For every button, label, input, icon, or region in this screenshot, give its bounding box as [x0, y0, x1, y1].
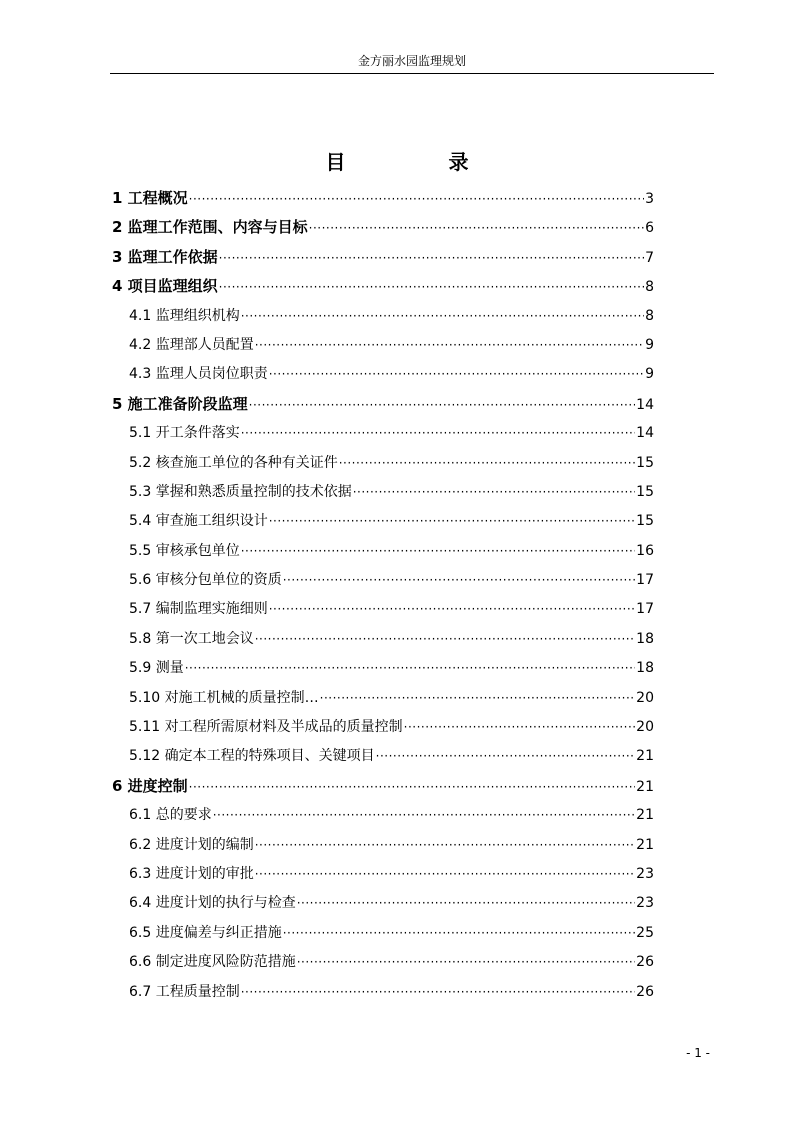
toc-entry-label: 5.10 对施工机械的质量控制… [129, 689, 319, 706]
table-of-contents [112, 184, 654, 1007]
toc-entry-page: 9 [645, 366, 654, 383]
toc-section-entry[interactable] [112, 889, 654, 918]
toc-section-entry[interactable] [112, 860, 654, 889]
toc-section-entry[interactable] [112, 742, 654, 771]
toc-entry-page: 21 [636, 748, 654, 765]
toc-entry-page: 14 [636, 425, 654, 442]
toc-dot-leader [320, 684, 636, 713]
toc-section-entry[interactable] [112, 713, 654, 742]
toc-chapter-entry[interactable] [112, 772, 654, 801]
toc-dot-leader [249, 391, 636, 419]
toc-entry-label: 5.3 掌握和熟悉质量控制的技术依据 [129, 483, 352, 500]
toc-section-entry[interactable] [112, 331, 654, 360]
toc-dot-leader [283, 566, 635, 595]
toc-entry-label: 4 项目监理组织 [112, 277, 218, 296]
toc-entry-page: 6 [645, 220, 654, 237]
toc-section-entry[interactable] [112, 948, 654, 977]
toc-dot-leader [241, 419, 635, 448]
toc-entry-label: 5.8 第一次工地会议 [129, 630, 254, 647]
toc-entry-label: 5.4 审查施工组织设计 [129, 513, 268, 530]
toc-entry-label: 6.3 进度计划的审批 [129, 865, 254, 882]
toc-dot-leader [241, 978, 635, 1007]
toc-entry-label: 6.7 工程质量控制 [129, 983, 240, 1000]
toc-dot-leader [185, 654, 635, 683]
toc-section-entry[interactable] [112, 302, 654, 331]
toc-entry-label: 4.2 监理部人员配置 [129, 336, 254, 353]
toc-dot-leader [353, 478, 635, 507]
toc-section-entry[interactable] [112, 478, 654, 507]
toc-chapter-entry[interactable] [112, 213, 654, 242]
toc-entry-page: 15 [636, 483, 654, 500]
toc-entry-label: 6.6 制定进度风险防范措施 [129, 954, 296, 971]
toc-entry-label: 5.12 确定本工程的特殊项目、关键项目 [129, 748, 375, 765]
toc-entry-label: 6.5 进度偏差与纠正措施 [129, 924, 282, 941]
toc-entry-page: 26 [636, 983, 654, 1000]
toc-dot-leader [297, 948, 635, 977]
toc-entry-label: 6.1 总的要求 [129, 807, 212, 824]
toc-entry-label: 6.4 进度计划的执行与检查 [129, 895, 296, 912]
toc-entry-page: 21 [636, 778, 654, 795]
toc-entry-page: 23 [636, 895, 654, 912]
toc-entry-page: 21 [636, 807, 654, 824]
toc-dot-leader [255, 331, 644, 360]
toc-entry-page: 18 [636, 660, 654, 677]
toc-dot-leader [241, 537, 635, 566]
header-divider [110, 73, 714, 74]
toc-entry-page: 3 [645, 191, 654, 207]
toc-entry-page: 26 [636, 954, 654, 971]
toc-section-entry[interactable] [112, 919, 654, 948]
toc-entry-label: 6.2 进度计划的编制 [129, 836, 254, 853]
toc-section-entry[interactable] [112, 801, 654, 830]
toc-entry-page: 15 [636, 513, 654, 530]
toc-entry-label: 6 进度控制 [112, 776, 188, 795]
toc-entry-label: 5.5 审核承包单位 [129, 542, 240, 559]
toc-section-entry[interactable] [112, 978, 654, 1007]
toc-entry-page: 18 [636, 630, 654, 647]
toc-entry-page: 16 [636, 542, 654, 559]
toc-dot-leader [241, 302, 644, 331]
toc-entry-label: 4.3 监理人员岗位职责 [129, 366, 268, 383]
toc-entry-page: 15 [636, 454, 654, 471]
toc-entry-page: 7 [645, 249, 654, 266]
toc-entry-label: 2 监理工作范围、内容与目标 [112, 218, 308, 237]
toc-section-entry[interactable] [112, 449, 654, 478]
toc-chapter-entry[interactable] [112, 390, 654, 419]
toc-section-entry[interactable] [112, 654, 654, 683]
running-header: 金方丽水园监理规划 [357, 54, 466, 68]
toc-dot-leader [376, 742, 636, 771]
toc-section-entry[interactable] [112, 595, 654, 624]
toc-entry-page: 23 [636, 865, 654, 882]
toc-chapter-entry[interactable] [112, 184, 654, 213]
page-number: - 1 - [686, 1046, 710, 1060]
toc-entry-label: 5.9 测量 [129, 660, 184, 677]
toc-section-entry[interactable] [112, 419, 654, 448]
toc-dot-leader [219, 244, 644, 272]
toc-entry-page: 17 [636, 572, 654, 589]
toc-entry-label: 1 工程概况 [112, 189, 188, 207]
toc-dot-leader [213, 801, 635, 830]
toc-entry-label: 3 监理工作依据 [112, 247, 218, 266]
toc-dot-leader [269, 507, 635, 536]
toc-entry-page: 21 [636, 836, 654, 853]
toc-entry-page: 20 [636, 689, 654, 706]
toc-section-entry[interactable] [112, 684, 654, 713]
toc-entry-page: 25 [636, 924, 654, 941]
toc-title: 目 录 [325, 150, 517, 174]
toc-section-entry[interactable] [112, 537, 654, 566]
toc-dot-leader [297, 889, 635, 918]
toc-entry-page: 8 [645, 279, 654, 296]
toc-section-entry[interactable] [112, 831, 654, 860]
toc-dot-leader [255, 625, 635, 654]
toc-entry-page: 8 [645, 307, 654, 324]
toc-dot-leader [309, 214, 644, 242]
toc-entry-label: 5.6 审核分包单位的资质 [129, 572, 282, 589]
toc-entry-label: 5 施工准备阶段监理 [112, 394, 248, 413]
toc-chapter-entry[interactable] [112, 243, 654, 272]
toc-section-entry[interactable] [112, 625, 654, 654]
toc-entry-page: 9 [645, 336, 654, 353]
toc-section-entry[interactable] [112, 360, 654, 389]
toc-dot-leader [189, 773, 636, 801]
toc-dot-leader [269, 360, 644, 389]
toc-dot-leader [189, 185, 644, 213]
toc-dot-leader [219, 273, 644, 301]
toc-dot-leader [255, 860, 635, 889]
toc-section-entry[interactable] [112, 507, 654, 536]
toc-entry-page: 20 [636, 719, 654, 736]
toc-section-entry[interactable] [112, 566, 654, 595]
toc-entry-label: 4.1 监理组织机构 [129, 307, 240, 324]
toc-dot-leader [404, 713, 636, 742]
toc-dot-leader [269, 595, 635, 624]
toc-dot-leader [283, 919, 635, 948]
toc-entry-label: 5.1 开工条件落实 [129, 425, 240, 442]
toc-entry-page: 14 [636, 396, 654, 413]
toc-chapter-entry[interactable] [112, 272, 654, 301]
toc-entry-label: 5.11 对工程所需原材料及半成品的质量控制 [129, 719, 403, 736]
toc-dot-leader [255, 831, 635, 860]
toc-entry-label: 5.7 编制监理实施细则 [129, 601, 268, 618]
toc-entry-page: 17 [636, 601, 654, 618]
toc-dot-leader [339, 449, 635, 478]
toc-entry-label: 5.2 核查施工单位的各种有关证件 [129, 454, 338, 471]
